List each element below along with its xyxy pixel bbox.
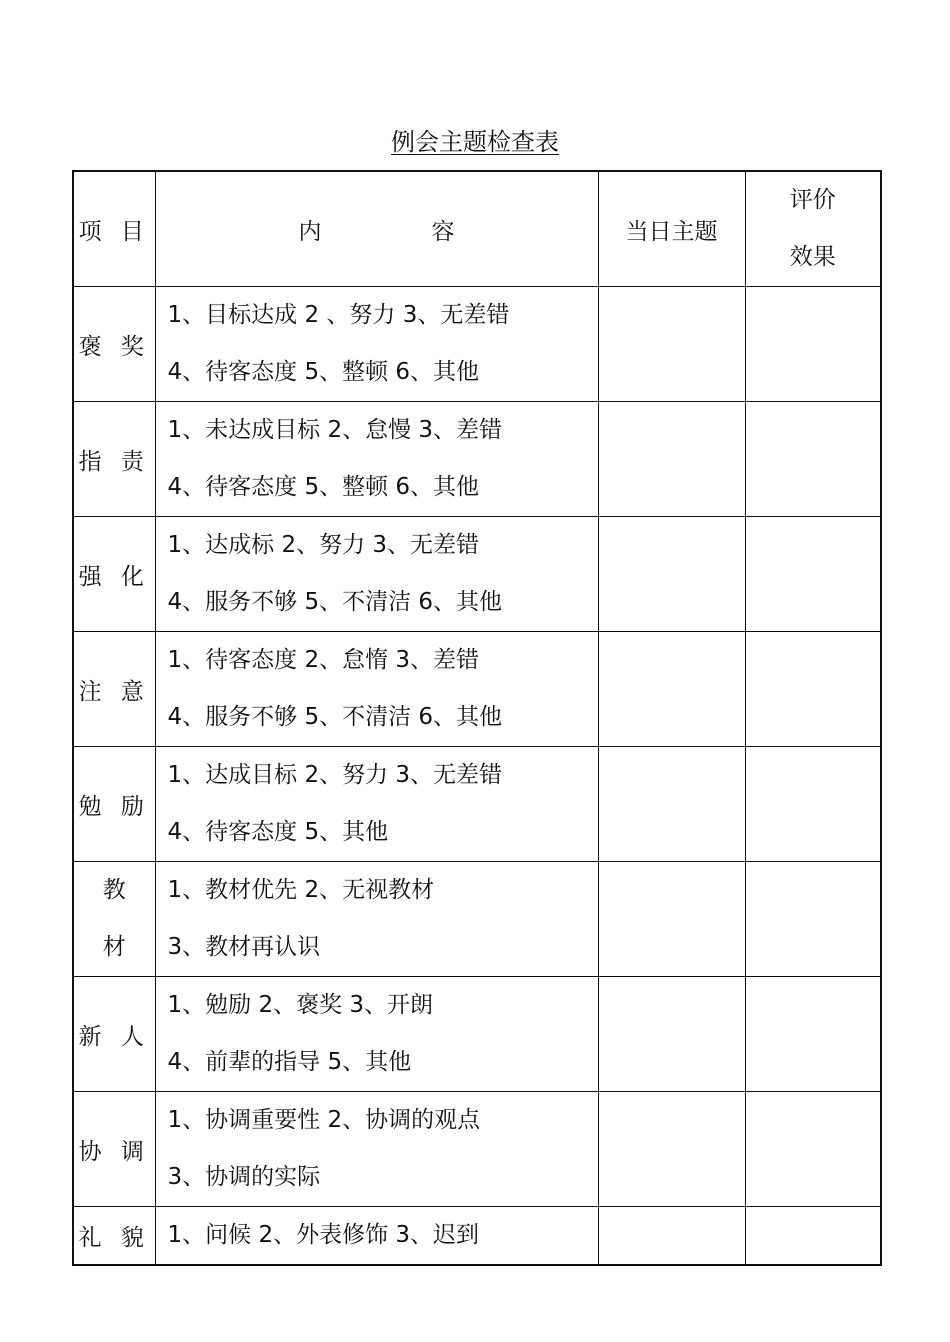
header-eval-line2: 效果 <box>789 244 836 270</box>
row-content <box>155 632 598 747</box>
content-line: 4、待客态度 5、其他 <box>167 819 389 845</box>
row-content <box>155 977 598 1092</box>
theme-cell[interactable] <box>598 1207 745 1266</box>
content-line: 3、协调的实际 <box>167 1164 321 1190</box>
theme-cell[interactable] <box>598 632 745 747</box>
row-item <box>73 862 155 977</box>
eval-cell[interactable] <box>745 287 881 402</box>
row-item: 褒 奖 <box>73 287 155 402</box>
eval-cell[interactable] <box>745 517 881 632</box>
row-item-line2: 材 <box>102 934 126 960</box>
row-content <box>155 517 598 632</box>
content-line: 1、待客态度 2、怠惰 3、差错 <box>167 647 480 673</box>
table-row <box>73 747 881 862</box>
theme-cell[interactable] <box>598 402 745 517</box>
table-row <box>73 517 881 632</box>
table-row <box>73 977 881 1092</box>
header-theme: 当日主题 <box>598 171 745 287</box>
eval-cell[interactable] <box>745 747 881 862</box>
table-row <box>73 1092 881 1207</box>
header-content <box>155 171 598 287</box>
row-content <box>155 747 598 862</box>
row-item: 注 意 <box>73 632 155 747</box>
row-content <box>155 862 598 977</box>
eval-cell[interactable] <box>745 402 881 517</box>
content-line: 1、问候 2、外表修饰 3、迟到 <box>167 1222 480 1248</box>
header-item: 项 目 <box>73 171 155 287</box>
theme-cell[interactable] <box>598 862 745 977</box>
content-line: 1、目标达成 2 、努力 3、无差错 <box>167 302 510 328</box>
row-item: 指 责 <box>73 402 155 517</box>
content-line: 4、前辈的指导 5、其他 <box>167 1049 412 1075</box>
eval-cell[interactable] <box>745 977 881 1092</box>
row-content <box>155 1207 598 1266</box>
content-line: 1、勉励 2、褒奖 3、开朗 <box>167 992 434 1018</box>
row-item: 勉 励 <box>73 747 155 862</box>
row-item: 协 调 <box>73 1092 155 1207</box>
document-title <box>0 126 950 158</box>
document-title-text: 例会主题检查表 <box>391 128 559 156</box>
content-line: 4、服务不够 5、不清洁 6、其他 <box>167 704 503 730</box>
row-item-line1: 教 <box>102 877 126 903</box>
header-eval-line1: 评价 <box>789 187 836 213</box>
row-item: 礼 貌 <box>73 1207 155 1266</box>
theme-cell[interactable] <box>598 747 745 862</box>
inspection-table <box>72 170 882 1266</box>
row-content <box>155 287 598 402</box>
eval-cell[interactable] <box>745 1207 881 1266</box>
table-row <box>73 1207 881 1266</box>
content-line: 3、教材再认识 <box>167 934 321 960</box>
content-line: 1、协调重要性 2、协调的观点 <box>167 1107 481 1133</box>
eval-cell[interactable] <box>745 632 881 747</box>
table-row <box>73 287 881 402</box>
row-item: 新 人 <box>73 977 155 1092</box>
eval-cell[interactable] <box>745 1092 881 1207</box>
header-content-left: 内 <box>298 218 322 245</box>
header-content-right: 容 <box>431 218 455 245</box>
table-row <box>73 402 881 517</box>
theme-cell[interactable] <box>598 1092 745 1207</box>
row-content <box>155 1092 598 1207</box>
content-line: 1、达成目标 2、努力 3、无差错 <box>167 762 503 788</box>
content-line: 1、教材优先 2、无视教材 <box>167 877 435 903</box>
table-row <box>73 862 881 977</box>
content-line: 4、待客态度 5、整顿 6、其他 <box>167 474 480 500</box>
row-item: 强 化 <box>73 517 155 632</box>
content-line: 1、达成标 2、努力 3、无差错 <box>167 532 480 558</box>
row-content <box>155 402 598 517</box>
content-line: 1、未达成目标 2、怠慢 3、差错 <box>167 417 503 443</box>
theme-cell[interactable] <box>598 287 745 402</box>
table-row <box>73 632 881 747</box>
content-line: 4、服务不够 5、不清洁 6、其他 <box>167 589 503 615</box>
theme-cell[interactable] <box>598 517 745 632</box>
theme-cell[interactable] <box>598 977 745 1092</box>
header-eval <box>745 171 881 287</box>
table-header-row <box>73 171 881 287</box>
content-line: 4、待客态度 5、整顿 6、其他 <box>167 359 480 385</box>
eval-cell[interactable] <box>745 862 881 977</box>
